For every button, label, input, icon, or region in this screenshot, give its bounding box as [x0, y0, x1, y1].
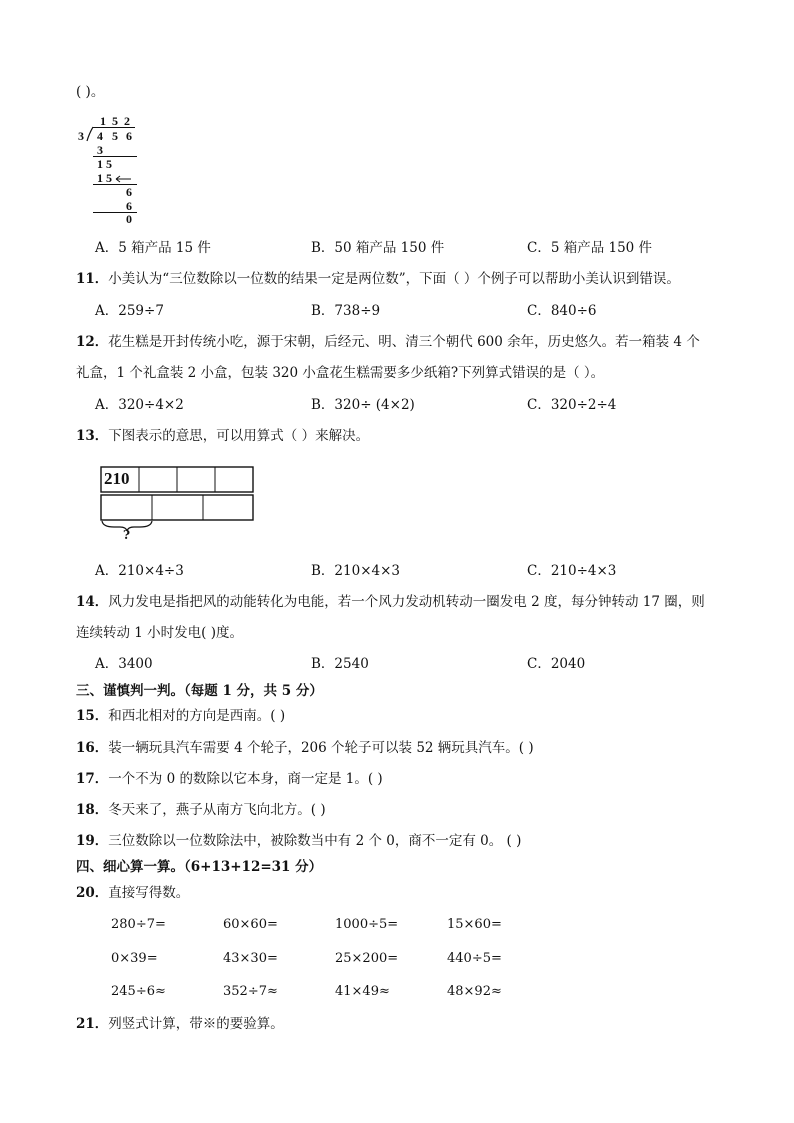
division-step: 1 5	[97, 171, 112, 185]
arrow-icon	[114, 174, 132, 184]
q10-option-b: B．50 箱产品 150 件	[311, 240, 445, 256]
question-number: 12．	[76, 334, 109, 350]
calc-item: 245÷6≈	[111, 984, 166, 999]
dividend-digit: 5	[112, 129, 118, 143]
calc-item: 15×60=	[447, 917, 502, 932]
calc-item: 48×92≈	[447, 984, 502, 999]
q14-option-a: A．3400	[95, 656, 153, 672]
question-text: 一个不为 0 的数除以它本身，商一定是 1。( )	[108, 771, 383, 787]
q12-option-c: C．320÷2÷4	[527, 397, 617, 413]
q13-option-c: C．210÷4×3	[527, 563, 617, 579]
question-12-line2: 礼盒，1 个礼盒装 2 小盒，包装 320 小盒花生糕需要多少纸箱?下列算式错误的是（ ）。	[76, 365, 605, 381]
division-step: 3	[97, 143, 103, 157]
question-18	[76, 801, 326, 819]
q11-option-c: C．840÷6	[527, 303, 597, 319]
calc-item: 25×200=	[335, 951, 399, 966]
division-step: 1 5	[97, 157, 112, 171]
division-step: 6	[126, 199, 132, 213]
q14-option-c: C．2040	[527, 656, 586, 672]
q12-option-b: B．320÷ (4×2)	[311, 397, 415, 413]
question-12	[76, 333, 700, 351]
question-number: 21．	[76, 1016, 109, 1032]
dividend-digit: 6	[126, 129, 132, 143]
division-bracket	[86, 126, 96, 142]
section-4-heading: 四、细心算一算。（6+13+12=31 分）	[76, 859, 323, 875]
q13-option-b: B．210×4×3	[311, 563, 400, 579]
question-text: 花生糕是开封传统小吃，源于宋朝，后经元、明、清三个朝代 600 余年，历史悠久。若一箱装 4 个	[108, 334, 700, 350]
question-17	[76, 770, 383, 788]
divisor: 3	[78, 129, 84, 143]
question-text: 和西北相对的方向是西南。( )	[108, 708, 286, 724]
dividend-digit: 4	[97, 129, 103, 143]
question-number: 19．	[76, 833, 109, 849]
q10-option-c: C．5 箱产品 150 件	[527, 240, 653, 256]
q14-option-b: B．2540	[311, 656, 369, 672]
question-14-line2: 连续转动 1 小时发电( )度。	[76, 625, 243, 641]
calc-item: 43×30=	[223, 951, 278, 966]
question-number: 17．	[76, 771, 109, 787]
question-19	[76, 832, 521, 850]
calc-item: 1000÷5=	[335, 917, 399, 932]
calc-item: 280÷7=	[111, 917, 166, 932]
question-number: 14．	[76, 594, 109, 610]
question-text: 直接写得数。	[108, 885, 190, 901]
question-text: 风力发电是指把风的动能转化为电能，若一个风力发动机转动一圈发电 2 度，每分钟转动 17 圈，则	[108, 594, 705, 610]
calc-item: 352÷7≈	[223, 984, 278, 999]
q12-option-a: A．320÷4×2	[95, 397, 184, 413]
question-number: 11．	[76, 271, 109, 287]
question-text: 下图表示的意思，可以用算式（ ）来解决。	[108, 428, 370, 444]
quotient-digit: 1	[100, 114, 106, 128]
question-21	[76, 1015, 284, 1033]
quotient-digit: 2	[124, 114, 130, 128]
q13-option-a: A．210×4÷3	[95, 563, 184, 579]
question-11	[76, 270, 680, 288]
bar-model-figure	[100, 463, 256, 545]
q10-option-a: A．5 箱产品 15 件	[95, 240, 211, 256]
q11-option-a: A．259÷7	[95, 303, 164, 319]
question-number: 16．	[76, 740, 109, 756]
calc-item: 41×49≈	[335, 984, 390, 999]
question-number: 15．	[76, 708, 109, 724]
calc-item: 60×60=	[223, 917, 278, 932]
division-remainder: 0	[126, 212, 132, 226]
question-text: 列竖式计算，带※的要验算。	[108, 1016, 284, 1032]
quotient-digit: 5	[112, 114, 118, 128]
section-3-heading: 三、谨慎判一判。（每题 1 分，共 5 分）	[76, 683, 323, 699]
question-16	[76, 739, 534, 757]
question-number: 20．	[76, 885, 109, 901]
question-number: 18．	[76, 802, 109, 818]
question-15	[76, 707, 285, 725]
long-division-figure	[76, 112, 146, 228]
calc-item: 440÷5=	[447, 951, 502, 966]
question-text: 三位数除以一位数除法中，被除数当中有 2 个 0，商不一定有 0。 ( )	[108, 833, 522, 849]
question-number: 13．	[76, 428, 109, 444]
question-20	[76, 884, 189, 902]
bar-total-label: 210	[104, 469, 130, 488]
question-text: 小美认为“三位数除以一位数的结果一定是两位数”，下面（ ）个例子可以帮助小美认识到错误。	[108, 271, 680, 287]
division-step: 6	[126, 185, 132, 199]
question-14	[76, 593, 705, 611]
bar-question-mark: ?	[123, 528, 131, 542]
question-text: 冬天来了，燕子从南方飞向北方。( )	[108, 802, 326, 818]
q10-answer-blank: ( )。	[76, 84, 105, 100]
question-text: 装一辆玩具汽车需要 4 个轮子，206 个轮子可以装 52 辆玩具汽车。( )	[108, 740, 534, 756]
calc-item: 0×39=	[111, 951, 158, 966]
question-13	[76, 427, 369, 445]
q11-option-b: B．738÷9	[311, 303, 381, 319]
